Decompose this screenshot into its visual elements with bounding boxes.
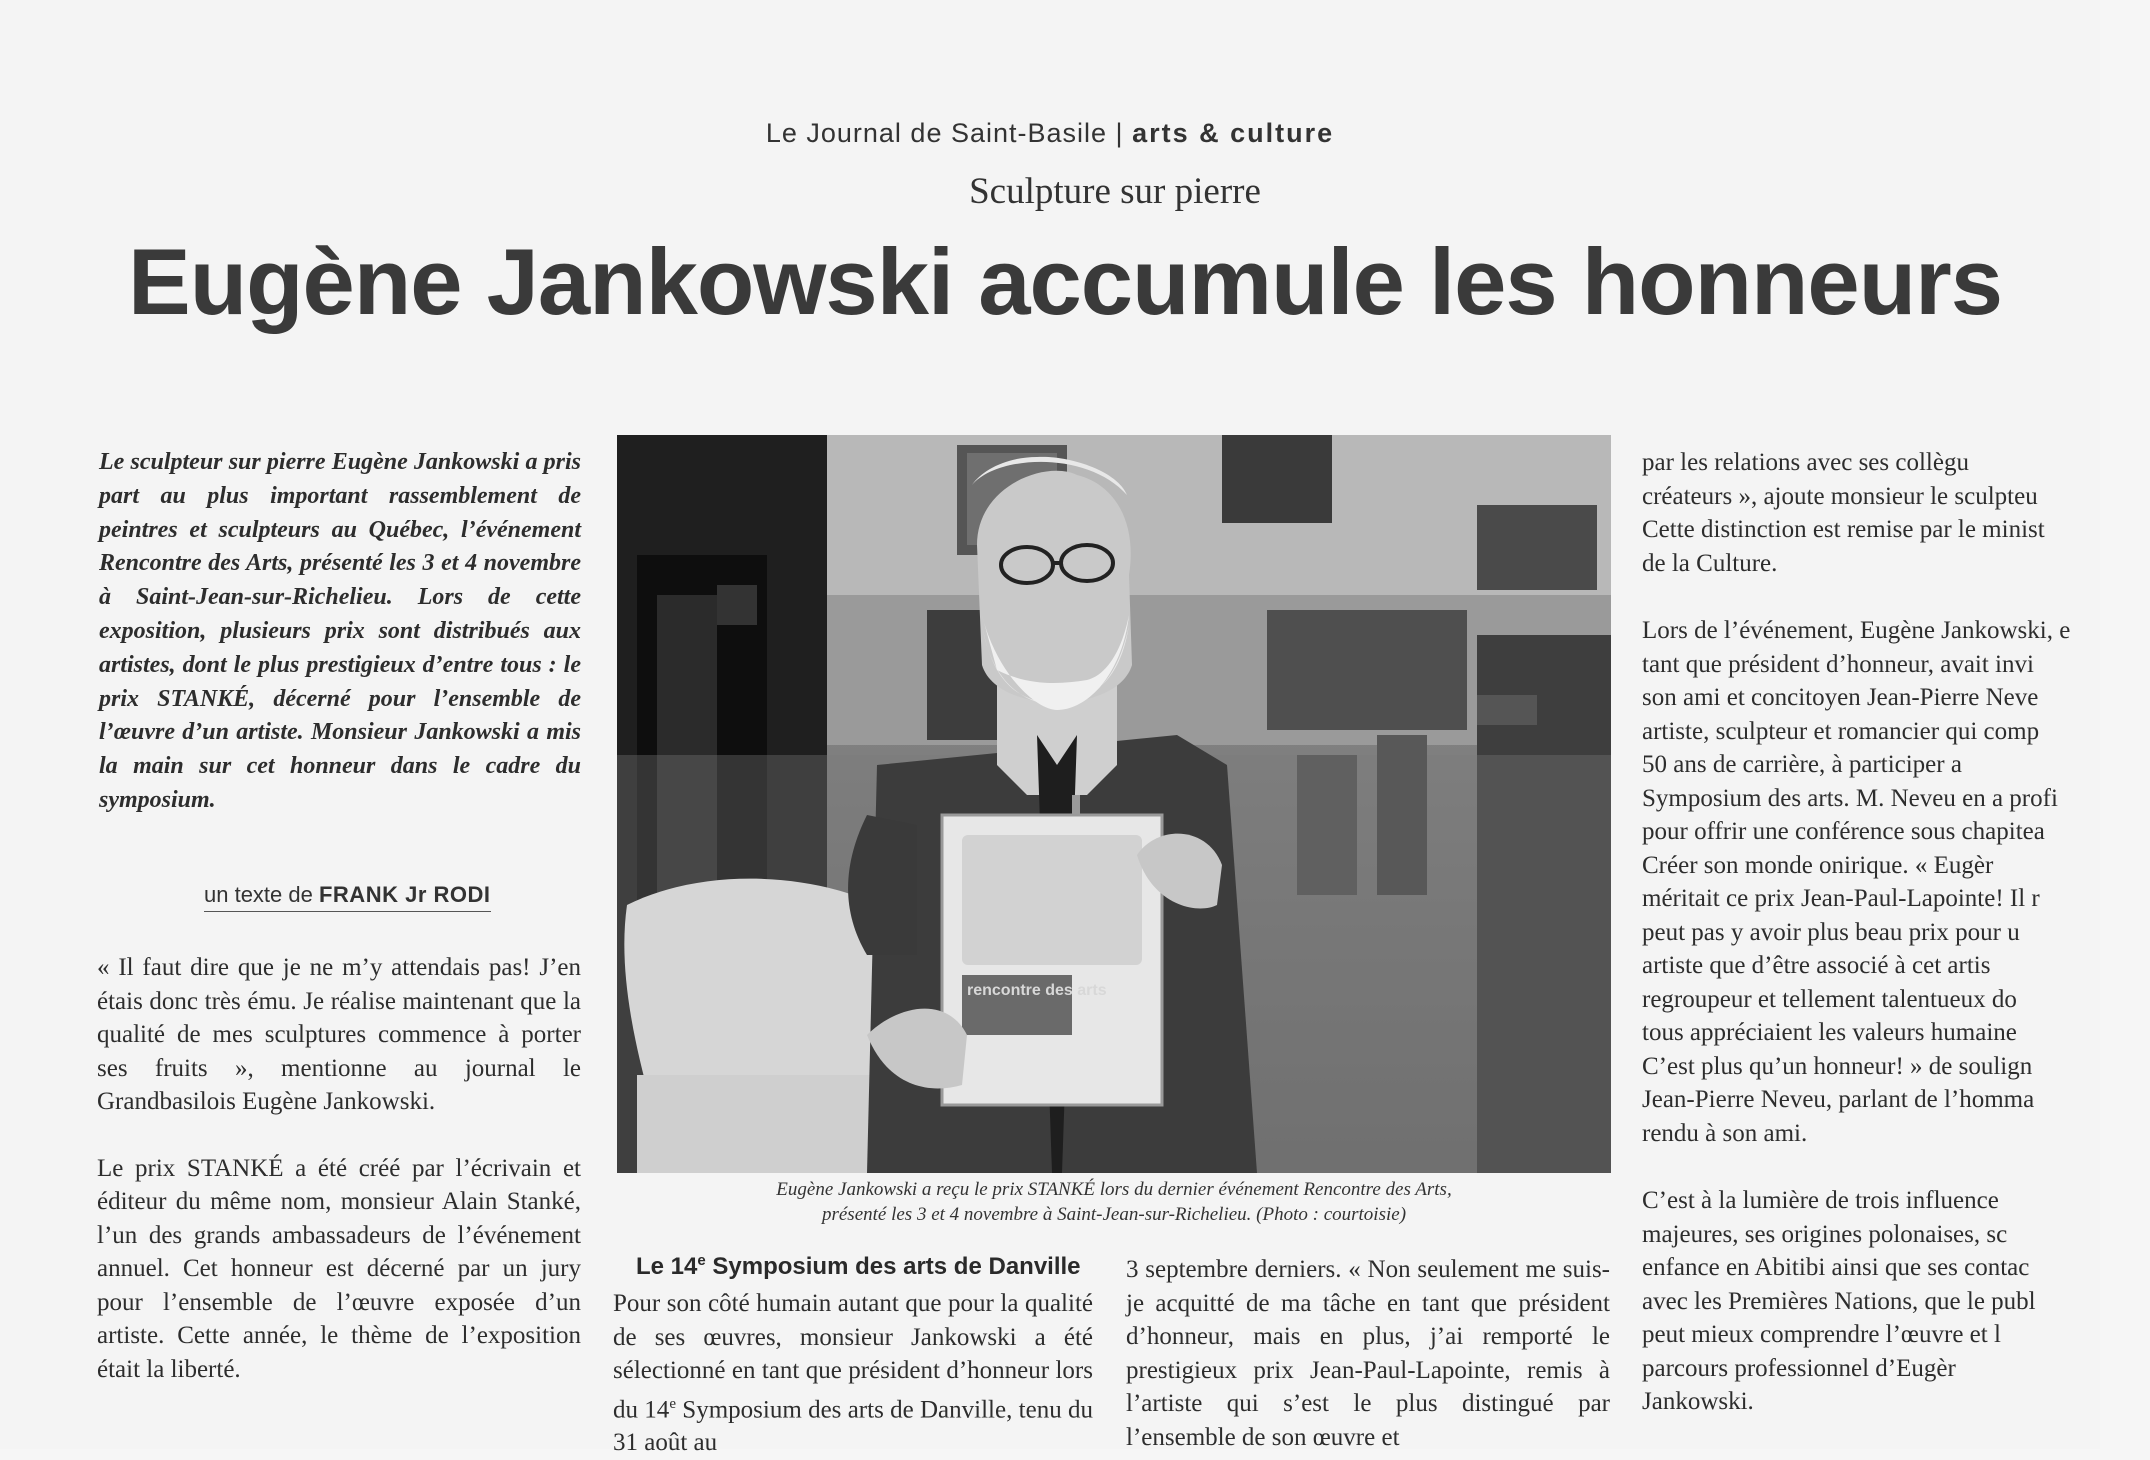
column-4-line: avec les Premières Nations, que le publ	[1642, 1287, 2036, 1315]
byline	[204, 882, 491, 912]
column-4-line: Cette distinction est remise par le minist	[1642, 516, 2045, 543]
subheading-text-after: Symposium des arts de Danville	[705, 1253, 1081, 1280]
column-4-line: Jean-Pierre Neveu, parlant de l’homma	[1642, 1086, 2035, 1113]
column-4-line: Symposium des arts. M. Neveu en a profi	[1642, 784, 2058, 812]
column-4	[1642, 446, 2100, 1419]
photo-caption	[617, 1177, 1611, 1227]
certificate-label: rencontre des arts	[967, 982, 1107, 999]
column-4-line: méritait ce prix Jean-Paul-Lapointe! Il r	[1642, 885, 2040, 912]
byline-author: FRANK Jr RODI	[318, 882, 491, 907]
column-4-line: tant que président d’honneur, avait invi	[1642, 650, 2034, 678]
subheading-superscript: e	[697, 1252, 706, 1269]
column-2-superscript: e	[669, 1395, 676, 1412]
column-4-line: C’est plus qu’un honneur! » de soulign	[1642, 1052, 2033, 1080]
lead-paragraph: Le sculpteur sur pierre Eugène Jankowski a pris part au plus important rassemblement de peintres et sculpteurs au Québec, l’événement Rencontre des Arts, présenté les 3 et 4 novembre à Saint-Jean-sur-Richelieu. Lors de cette exposition, plusieurs prix sont distribués aux artistes, dont le plus prestigieux d’entre tous : le prix STANKÉ, décerné pour l’ensemble de l’œuvre d’un artiste. Monsieur Jankowski a mis la main sur cet honneur dans le cadre du symposium.	[99, 449, 581, 813]
column-4-line: créateurs », ajoute monsieur le sculpteu	[1642, 482, 2038, 510]
column-4-line: regroupeur et tellement talentueux do	[1642, 985, 2017, 1013]
subheading	[636, 1252, 1081, 1281]
column-4-line: son ami et concitoyen Jean-Pierre Neve	[1642, 684, 2039, 711]
column-4-line: Jankowski.	[1642, 1388, 1754, 1415]
masthead-separator: |	[1107, 118, 1133, 148]
column-4-line: de la Culture.	[1642, 549, 1778, 577]
column-4-line: 50 ans de carrière, à participer a	[1642, 751, 1962, 778]
column-3: 3 septembre derniers. « Non seulement me suis-je acquitté de ma tâche en tant que président d’honneur, mais en plus, j’ai remporté le prestigieux prix Jean-Paul-Lapointe, remis à l’artiste qui s’est le plus distingué par l’ensemble de son œuvre et	[1126, 1256, 1610, 1451]
article-photo	[617, 435, 1611, 1173]
paper-name: Le Journal de Saint-Basile	[765, 118, 1108, 148]
column-4-line: C’est à la lumière de trois influence	[1642, 1187, 1999, 1214]
byline-prefix: un texte de	[204, 882, 319, 907]
column-4-line: artiste, sculpteur et romancier qui comp	[1642, 717, 2040, 745]
kicker: Sculpture sur pierre	[969, 171, 1261, 212]
column-2-text-before: Pour son côté humain autant que pour la qualité de ses œuvres, monsieur Jankowski a été sélectionné en tant que président d’honneur lors du 14	[613, 1290, 1093, 1423]
column-2-text-after: Symposium des arts de Danville, tenu du 31 août au	[613, 1395, 1093, 1457]
subheading-text-before: Le 14	[636, 1253, 698, 1280]
headline: Eugène Jankowski accumule les honneurs	[128, 229, 2002, 334]
column-4-line: par les relations avec ses collègu	[1642, 449, 1969, 476]
column-1	[97, 951, 581, 1419]
column-4-line: rendu à son ami.	[1642, 1119, 1808, 1147]
column-1-paragraph-1: « Il faut dire que je ne m’y attendais pas! J’en étais donc très ému. Je réalise maintenant que la qualité de mes sculptures commence à porter ses fruits », mentionne au journal le Grandbasilois Eugène Jankowski.	[97, 954, 581, 1115]
photo-caption-line-2: présenté les 3 et 4 novembre à Saint-Jean-sur-Richelieu. (Photo : courtoisie)	[821, 1204, 1407, 1225]
column-4-line: enfance en Abitibi ainsi que ses contac	[1642, 1254, 2030, 1281]
masthead	[0, 118, 2100, 149]
column-4-line: Lors de l’événement, Eugène Jankowski, e	[1642, 617, 2071, 644]
column-4-line: peut mieux comprendre l’œuvre et l	[1642, 1321, 2001, 1348]
column-4-line: peut pas y avoir plus beau prix pour u	[1642, 918, 2020, 946]
photo-caption-line-1: Eugène Jankowski a reçu le prix STANKÉ lors du dernier événement Rencontre des Arts,	[776, 1179, 1452, 1200]
column-4-line: pour offrir une conférence sous chapitea	[1642, 818, 2045, 845]
column-4-line: majeures, ses origines polonaises, sc	[1642, 1220, 2008, 1248]
column-4-line: artiste que d’être associé à cet artis	[1642, 952, 1991, 979]
section-name: arts & culture	[1132, 118, 1335, 148]
photo-illustration	[617, 435, 1611, 1173]
column-4-line: tous appréciaient les valeurs humaine	[1642, 1019, 2017, 1046]
column-4-line: parcours professionnel d’Eugèr	[1642, 1354, 1956, 1382]
column-4-line: Créer son monde onirique. « Eugèr	[1642, 851, 1994, 879]
column-2	[613, 1287, 1093, 1460]
column-1-paragraph-2: Le prix STANKÉ a été créé par l’écrivain et éditeur du même nom, monsieur Alain Stanké, l’un des grands ambassadeurs de l’événement annuel. Cet honneur est décerné par un jury pour l’ensemble de l’œuvre exposée d’un artiste. Cette année, le thème de l’exposition était la liberté.	[97, 1154, 581, 1383]
